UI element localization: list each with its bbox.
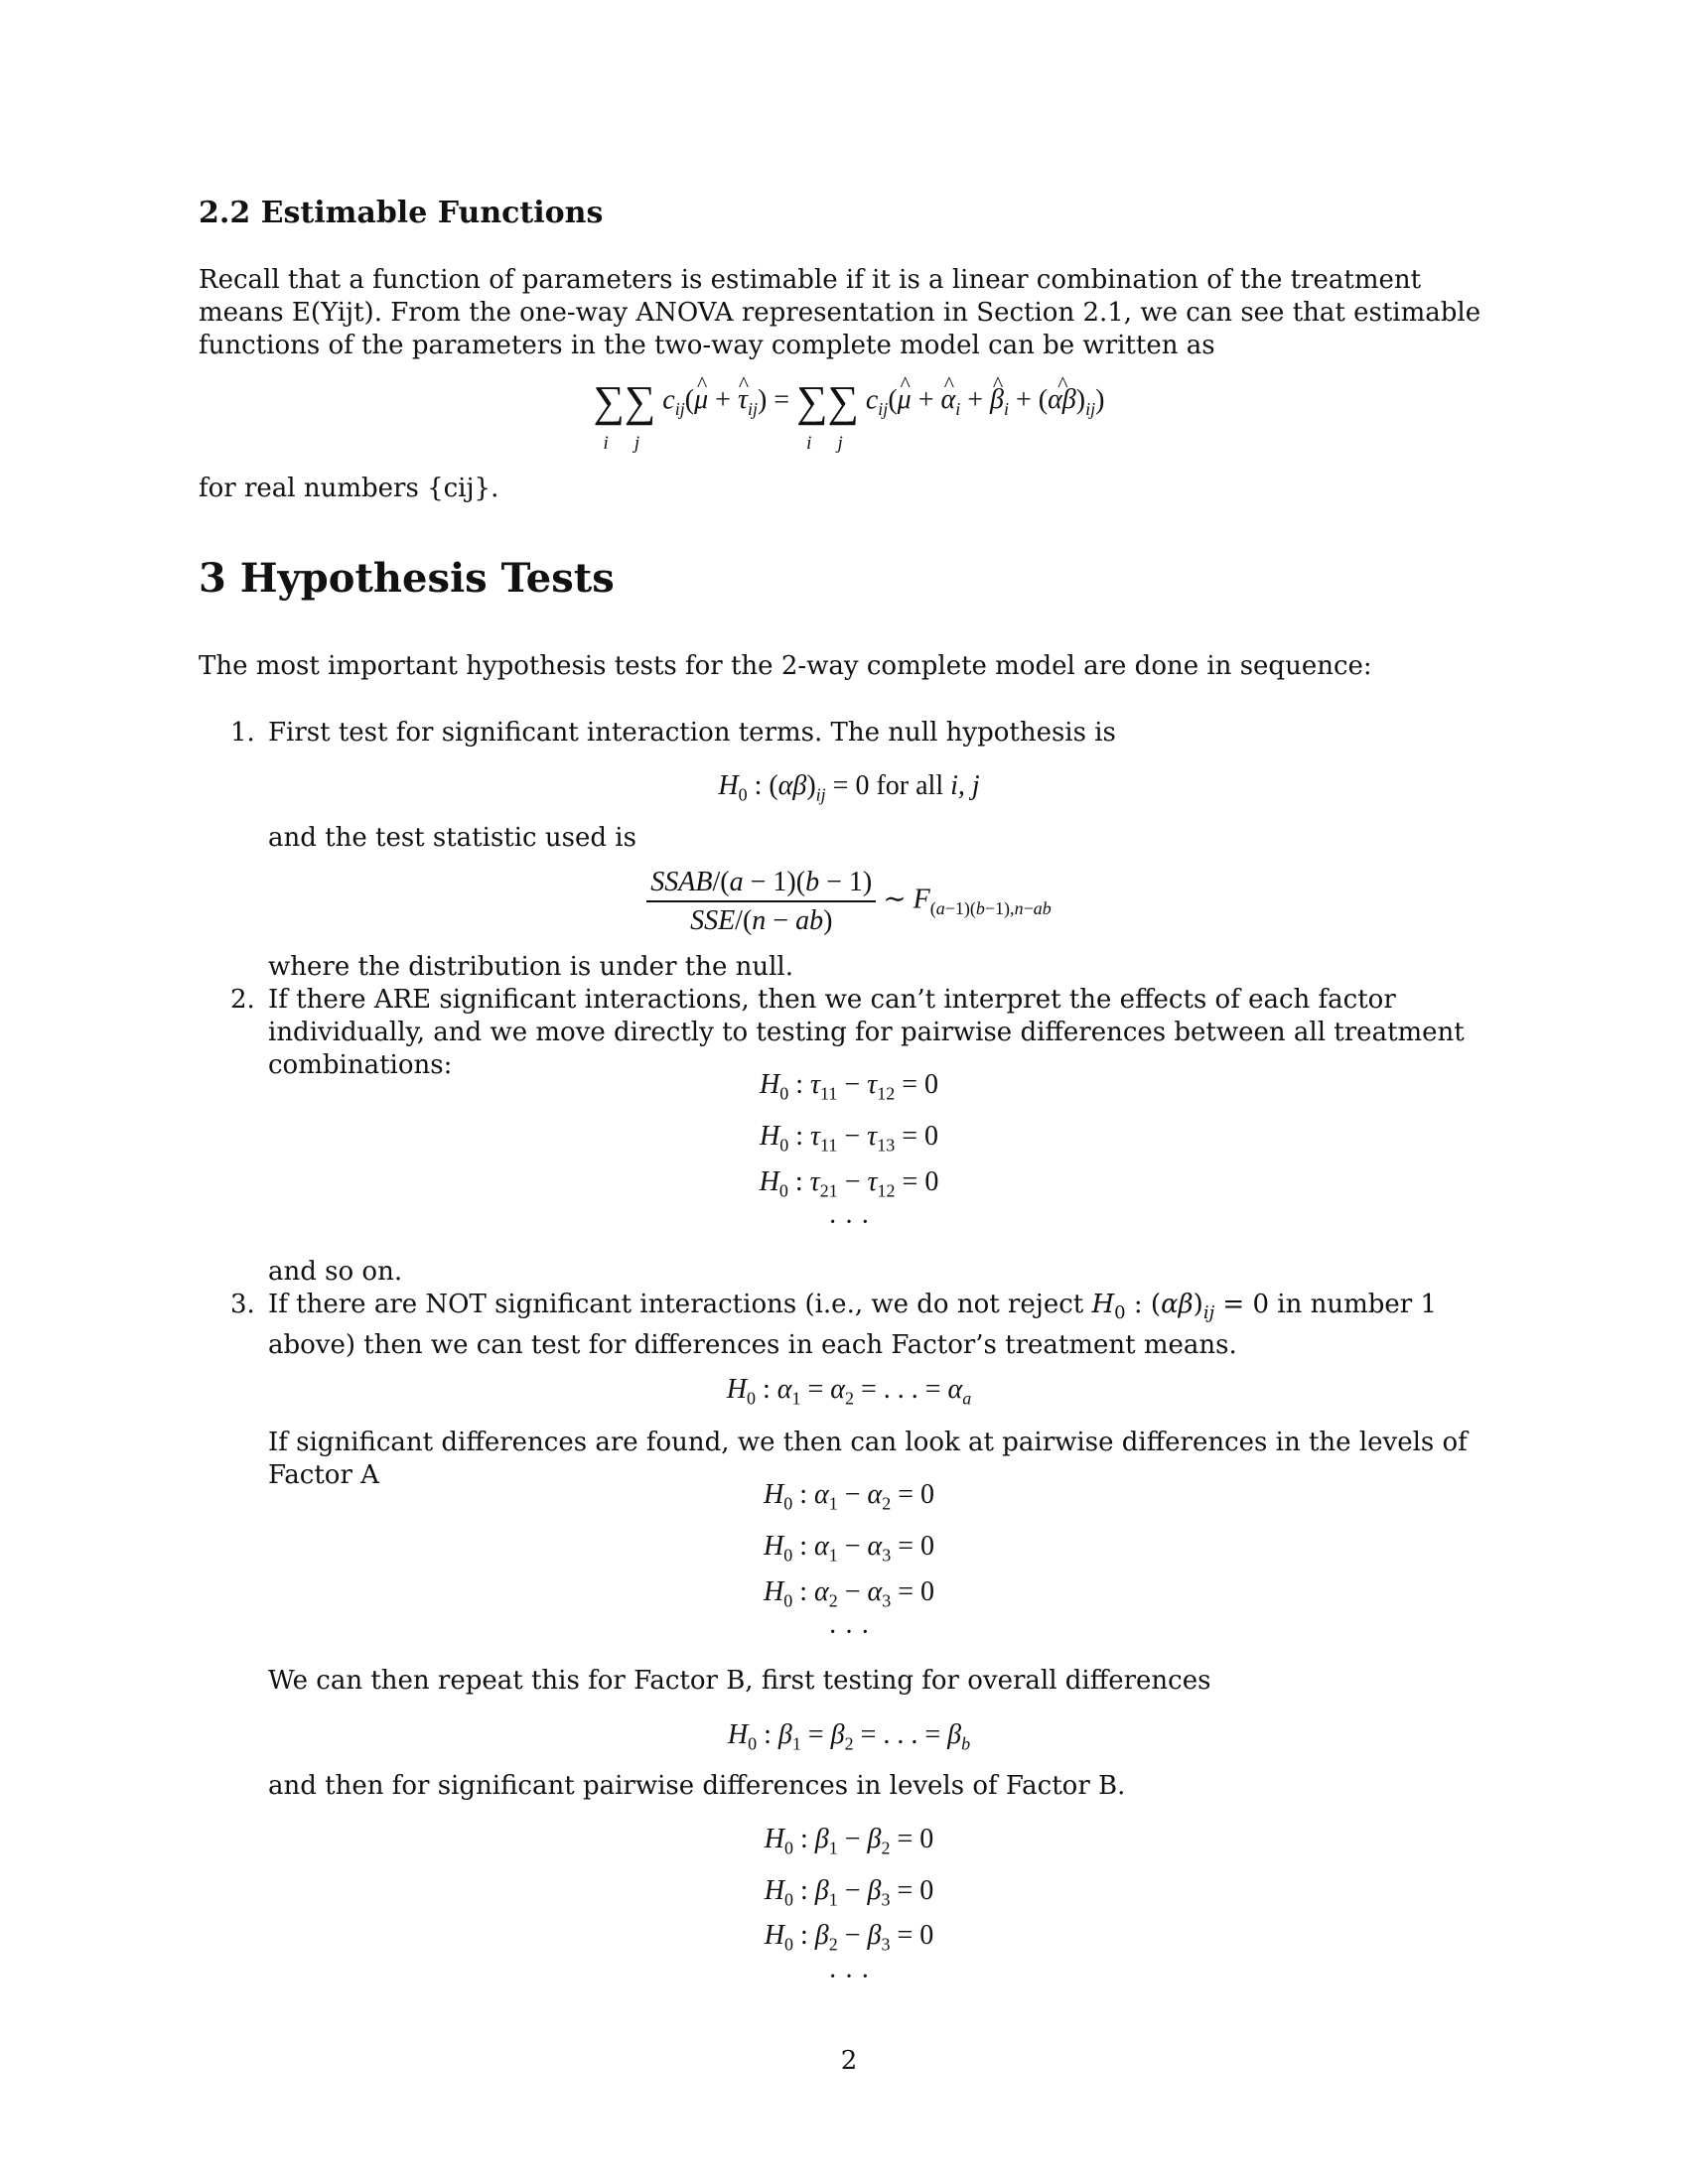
item-2-number: 2. [230,985,255,1015]
section-title: 3 Hypothesis Tests [199,555,615,602]
item-3-text: If there are NOT significant interactions (i.e., we do not reject $H_0$ : $(\alpha\beta)_{ij} = 0$ in number 1 above) then we can test for differences in each Factor’s treatment means. [268,1290,1438,1361]
item-3-pairB-text: and then for significant pairwise differences in levels of Factor B. [268,1771,1126,1801]
f-statistic-equation: $\frac{\text{SSAB/(a − 1)(b − 1)}}{\text{SSE/(n − ab)}}$ ∼ $F_{(a-1)(b-1),n-ab}$ [199,866,1499,937]
ellipsis-beta: · · · [828,1962,870,1992]
item-2-text: If there ARE significant interactions, then we can’t interpret the effects of each factor individually, and we move directly to testing for pairwise differences between all treatment combinations: [268,985,1465,1080]
beta-pair-hypothesis-1: $H_0$ : $\beta_1 - \beta_2 = 0$ [764,1824,934,1858]
beta-overall-hypothesis: $H_0$ : $\beta_1 = \beta_2$ = . . . = $\beta_b$ [727,1719,971,1754]
alpha-pair-hypothesis-1: $H_0$ : $\alpha_1 - \alpha_2 = 0$ [763,1479,934,1514]
item-3-repeat-text: We can then repeat this for Factor B, first testing for overall differences [268,1666,1211,1696]
item-3-sig-text: If significant differences are found, we then can look at pairwise differences in the levels of Factor A [268,1428,1468,1490]
item-1-number: 1. [230,718,255,748]
tau-hypothesis-2: $H_0$ : $\tau_{11} - \tau_{13} = 0$ [759,1121,938,1156]
item-2-and-so-on: and so on. [268,1257,403,1287]
tau-hypothesis-3: $H_0$ : $\tau_{21} - \tau_{12} = 0$ [759,1166,939,1201]
page-number: 2 [840,2046,858,2076]
for-real-numbers-text: for real numbers {cij}. [199,474,499,503]
tau-hypothesis-1: $H_0$ : $\tau_{11} - \tau_{12} = 0$ [759,1069,938,1104]
item-3-text-b: in number 1 above) then we can test for differences in each Factor’s treatment means. [268,1290,1438,1361]
item-1-dist-text: where the distribution is under the null. [268,952,793,982]
intro-text: The most important hypothesis tests for the 2-way complete model are done in sequence: [199,651,1372,681]
item-1-stat-text: and the test statistic used is [268,823,636,853]
item-1-text: First test for significant interaction terms. The null hypothesis is [268,718,1116,748]
ellipsis-tau: · · · [828,1207,870,1238]
interaction-null-hypothesis: $H_0$ : $(\alpha\beta)_{ij} = 0$ for all i, j [718,770,980,805]
alpha-pair-hypothesis-3: $H_0$ : $\alpha_2 - \alpha_3 = 0$ [763,1576,934,1611]
ellipsis-alpha: · · · [828,1617,870,1648]
alpha-overall-hypothesis: $H_0$ : $\alpha_1 = \alpha_2$ = . . . = $\alpha_a$ [726,1374,972,1409]
subsection-title: 2.2 Estimable Functions [199,196,604,230]
item-3-text-a: If there are NOT significant interactions (i.e., we do not reject [268,1290,1084,1319]
alpha-pair-hypothesis-2: $H_0$ : $\alpha_1 - \alpha_3 = 0$ [763,1531,934,1566]
paragraph-estimable: Recall that a function of parameters is estimable if it is a linear combination of the treatment means E(Yijt). From the one-way ANOVA representation in Section 2.1, we can see that estimable functions of the parameters in the two-way complete model can be written as [199,265,1481,360]
beta-pair-hypothesis-3: $H_0$ : $\beta_2 - \beta_3 = 0$ [764,1920,934,1955]
estimable-function-equation: ∑ i ∑ j $c_{ij}(\^{}$ μ + ^ $\tau_{ij}$) = ∑ i ∑ j $c_{ij}(\^{}$ μ + ^ $\alpha_i$ + ^ $\beta_i$ + (^ $\alpha\beta)_{ij}$) [199,382,1499,426]
item-3-number: 3. [230,1290,255,1319]
beta-pair-hypothesis-2: $H_0$ : $\beta_1 - \beta_3 = 0$ [764,1875,934,1910]
